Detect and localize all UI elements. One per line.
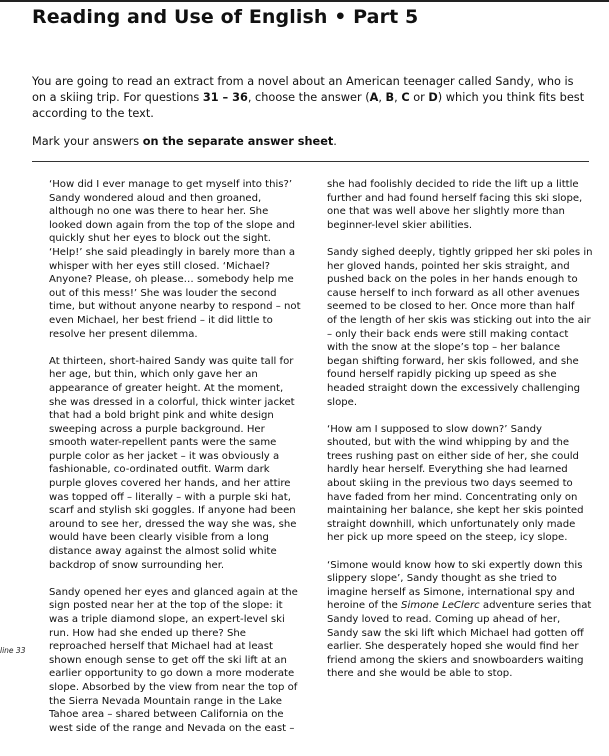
top-rule [0, 0, 609, 2]
option-c: C [401, 91, 410, 104]
passage-line: slope. [327, 396, 358, 408]
intro-text-2: , choose the answer ( [247, 91, 370, 104]
left-paragraph-3 [49, 586, 311, 736]
passage-line: cause herself to inch forward as all other avenues [327, 287, 580, 299]
passage-line: about skiing in the previous two days seemed to [327, 478, 573, 490]
passage-line: her gloved hands, pointed her skis straight, and [327, 260, 570, 272]
left-paragraph-2 [49, 355, 311, 573]
passage-column-right [327, 178, 595, 695]
passage-line: seemed to be closed to her. Once more than half [327, 301, 575, 313]
passage-line: ‘How am I supposed to slow down?’ Sandy [327, 423, 543, 435]
passage-line: Sandy sighed deeply, tightly gripped her ski poles in [327, 246, 593, 258]
passage-text: heroine of the [327, 600, 402, 612]
passage-line: further and had found herself facing this ski slope, [327, 192, 583, 204]
passage-line: west side of the range and Nevada on the east – [49, 722, 295, 734]
passage-line: purple gloves covered her hands, and her attire [49, 478, 291, 490]
passage-line: whisper with her eyes still closed. ‘Michael? [49, 260, 271, 272]
passage-line: trees rushing past on either side of her, she could [327, 450, 579, 462]
passage-line: smooth water-repellent pants were the same [49, 437, 277, 449]
passage-line: Sandy opened her eyes and glanced again at the [49, 586, 298, 598]
passage-line: shown enough sense to get off the ski lift at an [49, 654, 287, 666]
passage-line: Sandy saw the ski lift which Michael had gotten off [327, 627, 584, 639]
passage-line: her age, but thin, which only gave her an [49, 369, 258, 381]
passage-line: with the snow at the slope’s top – her balance [327, 342, 561, 354]
passage-line: sweeping across a purple background. Her [49, 423, 265, 435]
passage-line: fashionable, co-ordinated outfit. Warm dark [49, 464, 270, 476]
passage-line: headed straight down the excessively challenging [327, 382, 581, 394]
passage-line: – only their back ends were still making contact [327, 328, 569, 340]
passage-line: that had a bold bright pink and white design [49, 410, 274, 422]
passage-line: run. How had she ended up there? She [49, 627, 247, 639]
passage-line: time, but without anyone nearby to respond – not [49, 301, 301, 313]
passage-line: straight downhill, which unfortunately only made [327, 518, 576, 530]
separator: , [378, 91, 386, 104]
right-paragraph-3 [327, 423, 595, 545]
passage-line: hardly hear herself. Everything she had learned [327, 464, 568, 476]
passage-line: although no one was there to hear her. She [49, 206, 269, 218]
passage-line: Sandy loved to read. Coming up ahead of her, [327, 614, 561, 625]
passage-line: one that was well above her slightly more than [327, 206, 565, 218]
passage-line: shouted, but with the wind whipping by and the [327, 437, 570, 449]
passage-line: friend among the skiers and snowboarders waiting [327, 654, 584, 666]
line-33-marker: line 33 [0, 646, 26, 655]
instructions [32, 74, 587, 122]
passage-line: her pick up more speed on the steep, icy slope. [327, 532, 568, 544]
left-paragraph-1 [49, 178, 311, 341]
question-range: 31 – 36 [202, 91, 248, 104]
passage-line: out of this mess!’ She was louder the second [49, 287, 277, 299]
passage-line: began shifting forward, her skis followed, and she [327, 355, 579, 367]
separator: or [409, 91, 429, 104]
passage-line: Tahoe area – shared between California on the [49, 709, 284, 721]
passage-line: purple color as her jacket – it was obviously a [49, 450, 280, 462]
passage-paragraph-last [327, 559, 595, 681]
passage-line: resolve her present dilemma. [49, 328, 198, 340]
passage-line: earlier. She desperately hoped she would find her [327, 641, 579, 653]
passage-line: looked down again from the top of the slope and [49, 219, 296, 231]
passage-line: there and she would be able to stop. [327, 668, 513, 680]
passage-line: quickly shut her eyes to block out the sight. [49, 233, 271, 245]
passage-column-left [49, 178, 311, 749]
section-divider [32, 161, 589, 162]
passage-line: she had foolishly decided to ride the lift up a little [327, 179, 579, 190]
passage-line: she was dressed in a colorful, thick winter jacket [49, 396, 295, 408]
passage-line: was a triple diamond slope, an expert-level ski [49, 614, 285, 625]
passage-line: earlier opportunity to go down a more moderate [49, 668, 295, 680]
separator: , [394, 91, 402, 104]
passage-line: have faded from her mind. Concentrating only on [327, 491, 578, 503]
passage-line: backdrop of snow surrounding her. [49, 559, 225, 571]
passage-line: ‘How did I ever manage to get myself into this?’ [49, 179, 293, 190]
passage-line: distance away against the almost solid white [49, 546, 277, 558]
passage-line: appearance of greater height. At the moment, [49, 382, 284, 394]
mark-text-end: . [333, 135, 337, 148]
passage-line: sign posted near her at the top of the slope: it [49, 600, 283, 612]
passage-line: slippery slope’, Sandy thought as she tried to [327, 573, 557, 585]
passage-line: reproached herself that Michael had at least [49, 641, 273, 653]
page-title: Reading and Use of English • Part 5 [32, 6, 419, 28]
passage-line: the Sierra Nevada Mountain range in the Lake [49, 695, 282, 707]
option-a: A [369, 91, 379, 104]
option-b: B [385, 91, 395, 104]
option-d: D [428, 91, 438, 104]
intro-text-3: ) which you think fits best according to the text. [32, 91, 585, 120]
passage-line: imagine herself as Simone, international spy and [327, 586, 575, 598]
passage-line: beginner-level skier abilities. [327, 219, 473, 231]
passage-text: adventure series that [479, 600, 592, 612]
passage-line: was topped off – literally – with a purple ski hat, [49, 491, 291, 503]
passage-line: ‘Simone would know how to ski expertly down this [327, 559, 583, 571]
series-title: Simone LeClerc [401, 600, 480, 612]
passage-line: would have been clearly visible from a long [49, 532, 269, 544]
passage-line: ‘Help!’ she said pleadingly in barely more than a [49, 246, 296, 258]
mark-text: Mark your answers [32, 135, 143, 148]
passage-line: found herself rapidly picking up speed as she [327, 369, 557, 381]
passage-line: pushed back on the poles in her hands enough to [327, 274, 578, 286]
passage-line: slope. Absorbed by the view from near the top of [49, 681, 298, 693]
intro-text-1: You are going to read an extract from a novel about an American teenager called Sandy, who is on a skiing trip. For questions [32, 75, 574, 104]
passage-line: around to see her, dressed the way she was, she [49, 518, 297, 530]
passage-line: of the length of her skis was sticking out into the air [327, 314, 591, 326]
passage-line: scarf and stylish ski goggles. If anyone had been [49, 505, 296, 517]
passage-line: maintaining her balance, she kept her skis pointed [327, 505, 584, 517]
passage-line: At thirteen, short-haired Sandy was quite tall for [49, 355, 294, 367]
right-paragraph-1 [327, 178, 595, 232]
passage-line: even Michael, her best friend – it did little to [49, 314, 273, 326]
right-column-paragraphs [327, 178, 595, 545]
passage-line [327, 599, 595, 613]
mark-answers-instruction [32, 134, 587, 150]
right-paragraph-2 [327, 246, 595, 409]
passage-line: Anyone? Please, oh please… somebody help me [49, 274, 294, 286]
answer-sheet-emphasis: on the separate answer sheet [142, 135, 334, 148]
passage-line: Sandy wondered aloud and then groaned, [49, 192, 262, 204]
